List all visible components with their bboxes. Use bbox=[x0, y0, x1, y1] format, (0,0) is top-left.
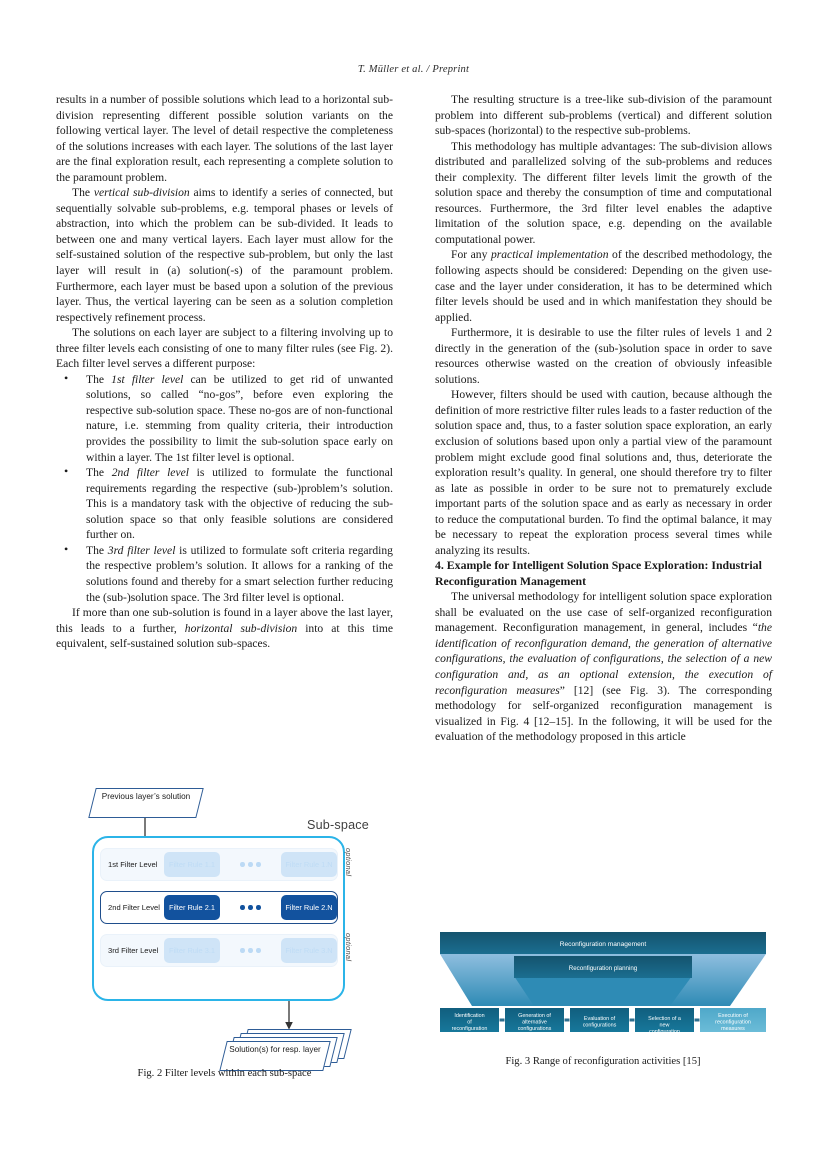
paragraph: If more than one sub-solution is found in a layer above the last layer, this leads to a further, horizontal sub-division into at this time equivalent, self-sustained solution sub-spaces. bbox=[56, 606, 393, 651]
dot-icon bbox=[256, 862, 261, 867]
body-columns bbox=[56, 92, 772, 792]
filter-rule-2-n: Filter Rule 2.N bbox=[281, 895, 337, 920]
filter-level-2-row bbox=[100, 891, 338, 924]
dot-icon bbox=[248, 905, 253, 910]
list-item: • The 1st filter level can be utilized to get rid of unwanted solutions, so called “no-gos”, before even exploring the respective sub-solution space. These no-gos are of non-functional nature, i.e. stemming from quality criteria, their introduction provides the possibility to limit the sub-solution space early on within a layer. The 1st filter level is optional. bbox=[56, 372, 393, 465]
filter-level-2-name: 2nd Filter Level bbox=[108, 902, 160, 912]
ellipsis-dots-2 bbox=[220, 905, 281, 910]
activity-label-2: Generation of alternative configurations bbox=[517, 1013, 552, 1032]
filter-rule-3-n: Filter Rule 3.N bbox=[281, 938, 337, 963]
running-head: T. Müller et al. / Preprint bbox=[357, 64, 470, 75]
dot-icon bbox=[240, 948, 245, 953]
optional-tag-level-3: optional bbox=[344, 933, 353, 962]
left-column bbox=[56, 92, 393, 792]
funnel-inner-shape bbox=[514, 976, 692, 1006]
paragraph: The vertical sub-division aims to identify a series of connected, but sequentially solvable sub-problems, e.g. temporal phases or levels of abstraction, into which the problem can be sub-divided. It leads to between one and many vertical layers. Each layer must allow for the self-sustained solution of the respective sub-problem, but only the last layer will result in (a) solution(-s) of the paramount problem. Furthermore, each layer must be based upon a solution of the previous layer. Thus, the vertical layering can be seen as a solution completion respectively refinement process. bbox=[56, 186, 393, 324]
reconfiguration-management-label: Reconfiguration management bbox=[559, 941, 647, 948]
paragraph: However, filters should be used with caution, because although the definition of more restrictive filter rules leads to a faster reduction of the solution space and, thus, to a faster solution space exploration, an early exclusion of solutions based upon only a partial view of the paramount problem might exclude good final solutions and, thus, deteriorate the exploration result’s quality. In general, one should therefore try to filter as late as possible in order to be sure not to prematurely exclude important parts of the solution space and as early as necessary in order to reduce the computational burden. To find the optimal balance, it may be necessary to repeat the exploration process several times while analyzing its results. bbox=[435, 388, 772, 557]
filter-rule-2-1: Filter Rule 2.1 bbox=[164, 895, 220, 920]
right-column bbox=[435, 92, 772, 792]
solution-output-label: Solution(s) for resp. layer bbox=[229, 1045, 321, 1054]
paragraph: The resulting structure is a tree-like sub-division of the paramount problem into different sub-problems (vertical) and different solution sub-spaces (horizontal) to the respective sub-problems. bbox=[435, 93, 772, 138]
figure-2 bbox=[56, 786, 393, 1086]
paragraph: This methodology has multiple advantages: The sub-division allows distributed and parallelized solving of the sub-problems and reduces their complexity. The different filter levels limit the growth of the solution space and thereby the consumption of time and computational resources. Furthermore, the 3rd filter level enables the adaptive limitation of the solution space, e.g. depending on the available computational power. bbox=[435, 139, 772, 246]
dot-icon bbox=[248, 862, 253, 867]
dot-icon bbox=[256, 905, 261, 910]
activity-label-3: Evaluation of configurations bbox=[582, 1016, 617, 1029]
paragraph: The solutions on each layer are subject to a filtering involving up to three filter levels each consisting of one to many filter rules (see Fig. 2). Each filter level serves a different purpose: bbox=[56, 326, 393, 371]
ellipsis-dots-3 bbox=[220, 948, 281, 953]
activity-label-1: Identification of reconfiguration demand bbox=[451, 1013, 488, 1039]
list-item: • The 2nd filter level is utilized to formulate the functional requirements regarding the respective (sub-)problem’s solution. This is a mandatory task with the objective of reducing the sub-solution space so that only feasible solutions are considered further on. bbox=[56, 465, 393, 543]
activity-label-4: Selection of a new configuration bbox=[648, 1016, 681, 1035]
optional-tag-level-1: optional bbox=[344, 848, 353, 877]
filter-level-3-name: 3rd Filter Level bbox=[108, 945, 159, 955]
paragraph: The universal methodology for intelligent solution space exploration shall be evaluated on the use case of self-organized reconfiguration management. Reconfiguration management, in general, includes “the identification of reconfiguration demand, the generation of alternative configurations, the evaluation of configurations, the selection of a new configuration and, as an optional extension, the execution of reconfiguration measures” [12] (see Fig. 3). The corresponding methodology for self-organized reconfiguration management is visualized in Fig. 4 [12–15]. In the following, it will be used for the evaluation of the methodology proposed in this article bbox=[435, 590, 773, 744]
filter-rule-1-n: Filter Rule 1.N bbox=[281, 852, 337, 877]
filter-level-1-name: 1st Filter Level bbox=[108, 859, 158, 869]
activity-boxes bbox=[440, 1008, 766, 1038]
ellipsis-dots-1 bbox=[220, 862, 281, 867]
paragraph: Furthermore, it is desirable to use the filter rules of levels 1 and 2 directly in the generation of the (sub-)solution space in order to save resources otherwise wasted on the creation of obviously infeasible solutions. bbox=[435, 326, 772, 386]
reconfiguration-planning-label: Reconfiguration planning bbox=[568, 965, 638, 972]
dot-icon bbox=[240, 905, 245, 910]
filter-level-1-row bbox=[100, 848, 338, 881]
sub-space-label: Sub-space bbox=[306, 818, 369, 832]
filter-rule-1-1: Filter Rule 1.1 bbox=[164, 852, 220, 877]
figure-3-funnel bbox=[434, 930, 772, 1039]
figure-2-caption: Fig. 2 Filter levels within each sub-space bbox=[137, 1068, 312, 1079]
paragraph: results in a number of possible solutions which lead to a horizontal sub-division representing different possible solution variants on the following vertical layer. The level of detail respective the completeness of the solutions increases with each layer. The solutions of the last layer are the final exploration result, each representing a complete solution to the paramount problem. bbox=[56, 93, 393, 184]
list-item: • The 3rd filter level is utilized to formulate soft criteria regarding the respective problem’s solution. It allows for a ranking of the solutions found and thereby for a smart selection further reducing the (sub-)solution space. The 3rd filter level is optional. bbox=[56, 543, 393, 605]
dot-icon bbox=[256, 948, 261, 953]
figure-3-caption: Fig. 3 Range of reconfiguration activities [15] bbox=[505, 1056, 701, 1067]
previous-layer-solution-label: Previous layer’s solution bbox=[101, 792, 191, 801]
figure-3 bbox=[434, 930, 772, 1067]
activity-label-5: Execution of reconfiguration measures (optional) bbox=[715, 1013, 751, 1039]
paragraph: For any practical implementation of the described methodology, the following aspects should be considered: Depending on the given use-case and the layer under consideration, it has to be determined which filter levels should be used and in which manifestation they should be applied. bbox=[435, 248, 772, 324]
dot-icon bbox=[240, 862, 245, 867]
section-heading: 4. Example for Intelligent Solution Space Exploration: Industrial Reconfiguration Management bbox=[435, 558, 762, 588]
filter-rule-3-1: Filter Rule 3.1 bbox=[164, 938, 220, 963]
dot-icon bbox=[248, 948, 253, 953]
solution-output-stack bbox=[223, 1029, 348, 1069]
filter-level-3-row bbox=[100, 934, 338, 967]
filter-level-list bbox=[56, 372, 393, 605]
